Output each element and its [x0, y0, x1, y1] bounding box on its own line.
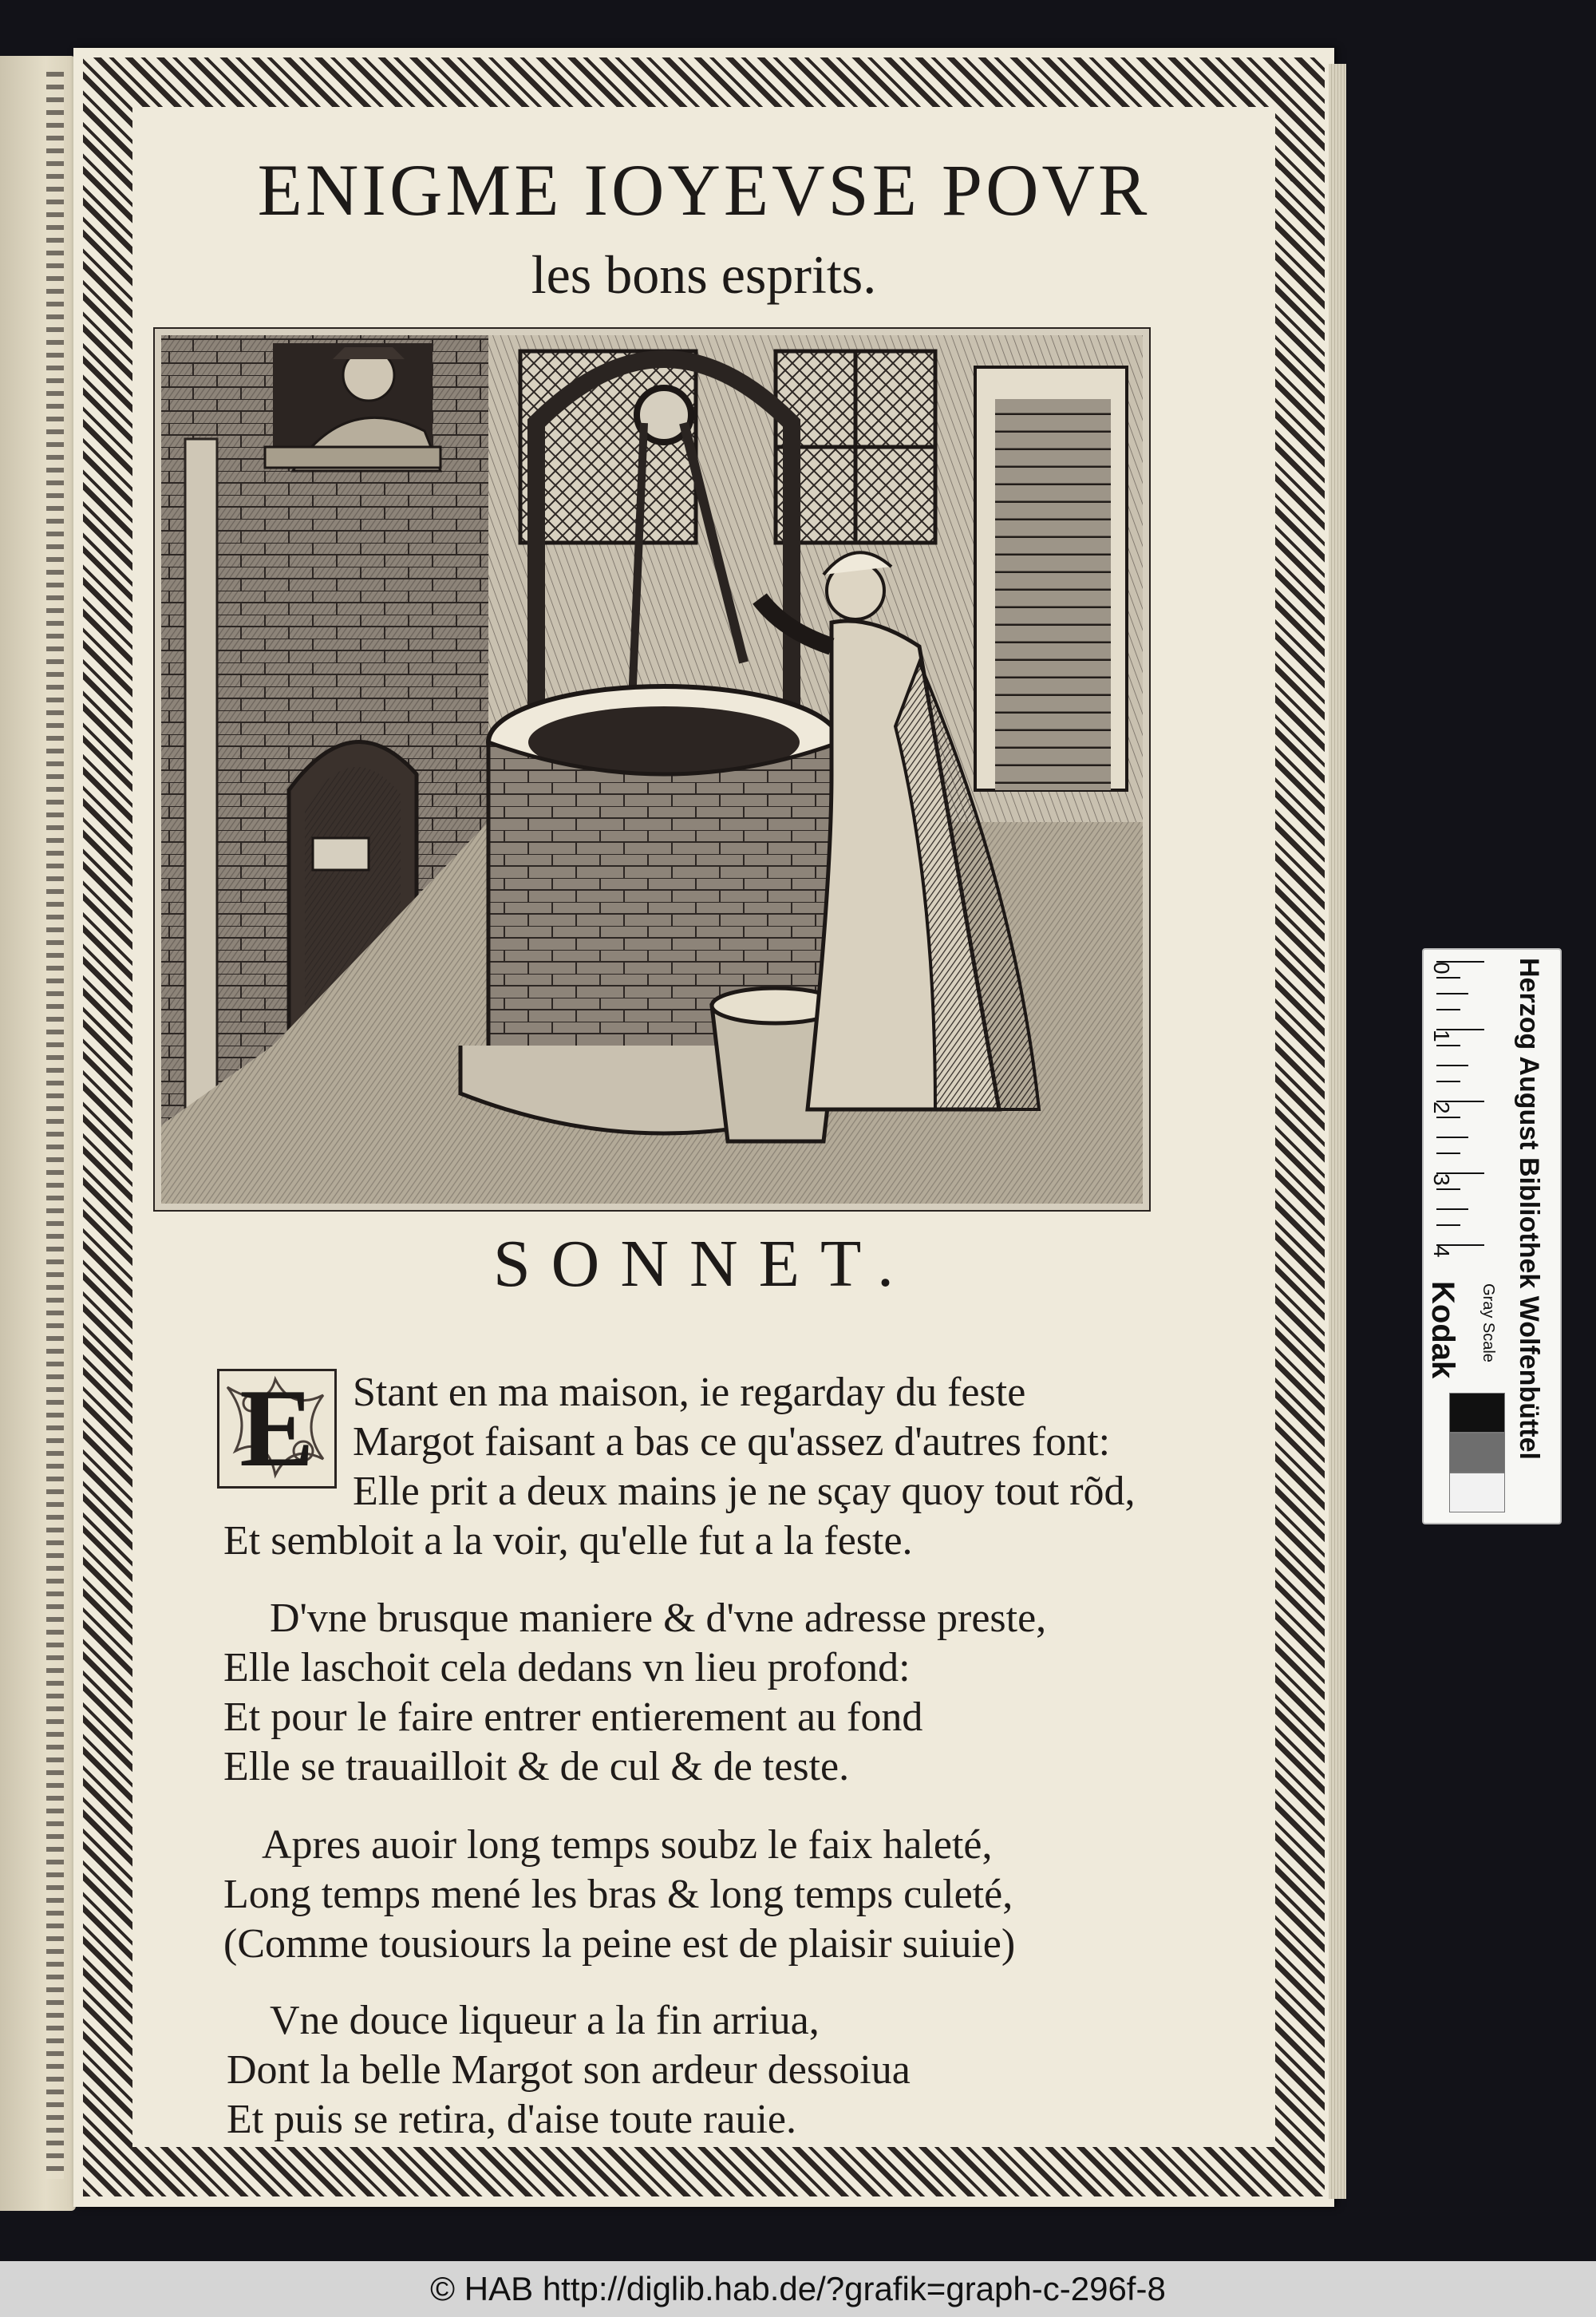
- sonnet-heading: SONNET.: [492, 1227, 915, 1301]
- verse-line: Et pour le faire entrer entierement au fond: [223, 1694, 923, 1740]
- verse-line: Dont la belle Margot son ardeur dessoiua: [227, 2047, 911, 2093]
- verse-line: Apres auoir long temps soubz le faix haleté,: [262, 1822, 993, 1868]
- gray-swatch-mid: [1449, 1433, 1505, 1473]
- footer-credit[interactable]: © HAB http://diglib.hab.de/?grafik=graph-c-296f-8: [0, 2261, 1596, 2317]
- decorated-initial: [217, 1366, 337, 1490]
- ruler-number: 0: [1429, 962, 1454, 975]
- verse-line: Elle laschoit cela dedans vn lieu profond:: [223, 1645, 911, 1690]
- left-page-border-ornament: [46, 72, 64, 2179]
- book-page: [73, 48, 1334, 2207]
- gray-swatch-black: [1449, 1393, 1505, 1433]
- verse-line: Et sembloit a la voir, qu'elle fut a la feste.: [223, 1518, 913, 1564]
- title-line-2: les bons esprits.: [531, 244, 877, 305]
- verse-line: Elle prit a deux mains je ne sçay quoy tout rõd,: [353, 1469, 1136, 1514]
- verse-line: (Comme tousiours la peine est de plaisir suiuie): [223, 1921, 1016, 1967]
- page-fore-edge: [1329, 64, 1346, 2199]
- ruler-number: 1: [1429, 1030, 1454, 1042]
- verse-line: Et puis se retira, d'aise toute rauie.: [227, 2097, 797, 2142]
- ruler-ticks: [1436, 958, 1508, 1277]
- verse-line: Elle se trauailloit & de cul & de teste.: [223, 1744, 850, 1789]
- verse-line: Margot faisant a bas ce qu'assez d'autres font:: [353, 1419, 1111, 1465]
- ruler-institution-label: Herzog August Bibliothek Wolfenbüttel: [1514, 958, 1544, 1460]
- ruler-number: 2: [1429, 1101, 1454, 1114]
- ruler-number: 3: [1429, 1173, 1454, 1186]
- initial-letter: E: [239, 1366, 314, 1490]
- left-facing-page: [0, 56, 76, 2211]
- kodak-brand-label: Kodak: [1425, 1281, 1460, 1379]
- well-engraving: [153, 327, 1151, 1212]
- gray-swatch-white: [1449, 1473, 1505, 1512]
- verse-line: Vne douce liqueur a la fin arriua,: [270, 1998, 820, 2043]
- title-line-1: ENIGME IOYEVSE POVR: [257, 149, 1151, 231]
- verse-line: Long temps mené les bras & long temps culeté,: [223, 1872, 1013, 1917]
- verse-line: D'vne brusque maniere & d'vne adresse preste,: [270, 1595, 1047, 1641]
- grayscale-label: Gray Scale: [1479, 1283, 1497, 1362]
- ruler-number: 4: [1429, 1245, 1454, 1258]
- verse-line: Stant en ma maison, ie regarday du feste: [353, 1370, 1026, 1415]
